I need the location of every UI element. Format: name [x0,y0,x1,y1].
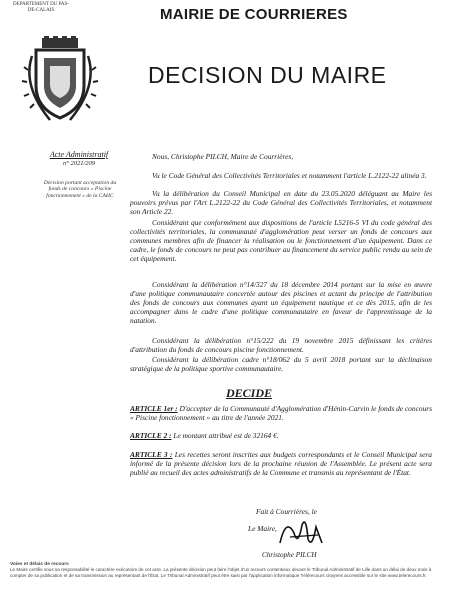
article-2 [130,431,432,440]
acte-label: Acte Administratif [49,150,109,159]
considerant-paragraph-3: Considérant la délibération n°15/222 du 19 novembre 2015 définissant les critères d'attribution du fonds de concours piscine fonctionnement. [130,336,432,354]
recourse-title: Voies et délais de recours [10,562,69,567]
decision-title: DECISION DU MAIRE [148,62,387,88]
mairie-title: MAIRIE DE COURRIERES [160,6,348,23]
recourse-text: Le Maire certifie sous sa responsabilité le caractère exécutoire de cet acte. La présente décision peut faire l'objet d'un recours contentieux devant le Tribunal Administratif de Lille dans un délai de deux mois à compter de sa publication et de sa transmission au représentant de l'État. Le Tribunal Administratif peut être saisi par l'application informatique Télérecours citoyens accessible sur le site www.telerecours.fr. [10,567,432,578]
article-1-label: ARTICLE 1er : [130,404,178,413]
article-2-label: ARTICLE 2 : [130,431,172,440]
legal-recourse-footer [10,562,440,578]
signature-place-date: Fait à Courrières, le [256,507,317,516]
acte-administratif [44,150,114,168]
acte-number: n° 2021/209 [62,160,96,167]
article-1-text: D'accepter de la Communauté d'Agglomération d'Hénin-Carvin le fonds de concours « Piscine fonctionnement » au titre de l'année 2021. [130,404,432,422]
considerant-paragraph-2: Considérant la délibération n°14/327 du 18 décembre 2014 portant sur la mise en œuvre d'une politique communautaire concertée autour des piscines et actant du principe de l'attribution des fonds de concours aux communes ayant un équipement nautique et ce dès 2015, afin de les accompagner dans le cadre d'une politique communautaire en faveur de l'apprentissage de la natation. [130,280,432,325]
city-coat-of-arms-icon [20,36,100,124]
article-1 [130,404,432,422]
intro-paragraph: Nous, Christophe PILCH, Maire de Courrières, [152,152,294,161]
signature-title: Le Maire, [248,524,277,533]
handwritten-signature-icon [276,513,326,553]
article-2-text: Le montant attribué est de 32164 €. [171,431,279,440]
article-3 [130,450,432,477]
decision-object: Décision portant acceptation du fonds de concours « Piscine fonctionnement » de la CAHC [43,180,117,199]
article-3-label: ARTICLE 3 : [130,450,173,459]
considerant-paragraph-4: Considérant la délibération cadre n°18/062 du 5 avril 2018 portant sur la déclinaison stratégique de la politique sportive communautaire. [130,355,432,373]
vu-paragraph-1: Vu le Code Général des Collectivités Territoriales et notamment l'article L.2122-22 alinéa 3. [152,171,427,180]
signatory-name: Christophe PILCH [262,551,317,559]
considerant-paragraph-1: Considérant que conformément aux dispositions de l'article L5216-5 VI du code général des collectivités territoriales, la communauté d'agglomération peut verser un fonds de concours aux communes membres afin de financer la réalisation ou le fonctionnement d'un équipement. Dans ce cadre, le fonds de concours ne peut pas contribuer au financement du service public rendu au sein de cet équipement. [130,218,432,263]
department-label: DEPARTEMENT DU PAS-DE-CALAIS [13,2,69,13]
vu-paragraph-2: Vu la délibération du Conseil Municipal en date du 23.05.2020 déléguant au Maire les pouvoirs prévus par l'Art L.2122-22 du Code Général des Collectivités Territoriales, et notamment son Article 22. [130,189,432,216]
article-3-text: Les recettes seront inscrites aux budgets correspondants et le Conseil Municipal sera informé de la présente décision lors de la prochaine réunion de l'Assemblée. Le présent acte sera publié au recueil des actes administratifs de la Commune et transmis au représentant de l'État. [130,450,432,477]
decide-heading: DECIDE [226,386,273,400]
